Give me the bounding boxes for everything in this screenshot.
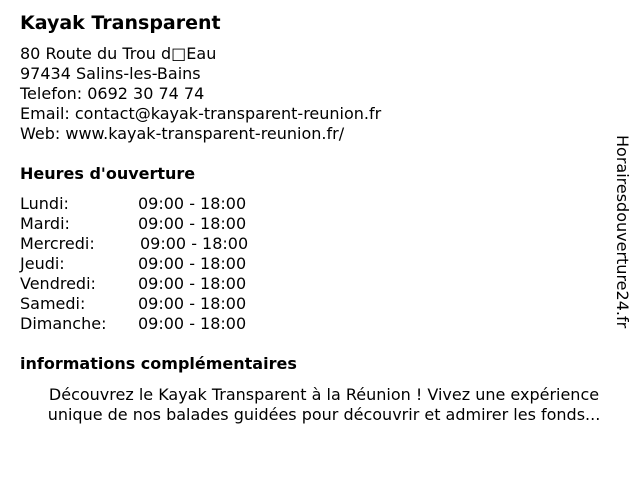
day-label: Samedi:	[20, 294, 86, 313]
day-label: Mardi:	[20, 214, 70, 233]
phone-line[interactable]: Telefon: 0692 30 74 74	[20, 84, 205, 103]
time-range: 09:00 - 18:00	[138, 214, 247, 233]
website-line[interactable]: Web: www.kayak-transparent-reunion.fr/	[20, 124, 345, 143]
hours-row-friday	[20, 274, 248, 294]
opening-hours-table	[20, 194, 248, 334]
description-text	[20, 385, 628, 425]
description-line-2: unique de nos balades guidées pour découvrir et admirer les fonds...	[47, 405, 601, 424]
site-watermark: Horairesdouverture24.fr	[613, 135, 632, 329]
day-label: Dimanche:	[20, 314, 107, 333]
opening-hours-heading: Heures d'ouverture	[20, 164, 196, 183]
time-range: 09:00 - 18:00	[138, 314, 247, 333]
time-range: 09:00 - 18:00	[138, 294, 247, 313]
street-address: 80 Route du Trou d□Eau	[20, 44, 217, 63]
day-label: Jeudi:	[20, 254, 65, 273]
hours-row-wednesday	[20, 234, 248, 254]
address-block	[20, 44, 381, 144]
hours-row-thursday	[20, 254, 248, 274]
time-range: 09:00 - 18:00	[138, 194, 247, 213]
email-line[interactable]: Email: contact@kayak-transparent-reunion.fr	[20, 104, 382, 123]
day-label: Vendredi:	[20, 274, 96, 293]
hours-row-monday	[20, 194, 248, 214]
day-label: Lundi:	[20, 194, 69, 213]
additional-info-heading: informations complémentaires	[20, 354, 297, 373]
postal-city: 97434 Salins-les-Bains	[20, 64, 201, 83]
hours-row-saturday	[20, 294, 248, 314]
day-label: Mercredi:	[20, 234, 95, 253]
description-line-1: Découvrez le Kayak Transparent à la Réunion ! Vivez une expérience	[48, 385, 600, 404]
time-range: 09:00 - 18:00	[138, 254, 247, 273]
hours-row-tuesday	[20, 214, 248, 234]
time-range: 09:00 - 18:00	[140, 234, 249, 253]
time-range: 09:00 - 18:00	[138, 274, 247, 293]
hours-row-sunday	[20, 314, 248, 334]
business-name: Kayak Transparent	[20, 12, 221, 34]
